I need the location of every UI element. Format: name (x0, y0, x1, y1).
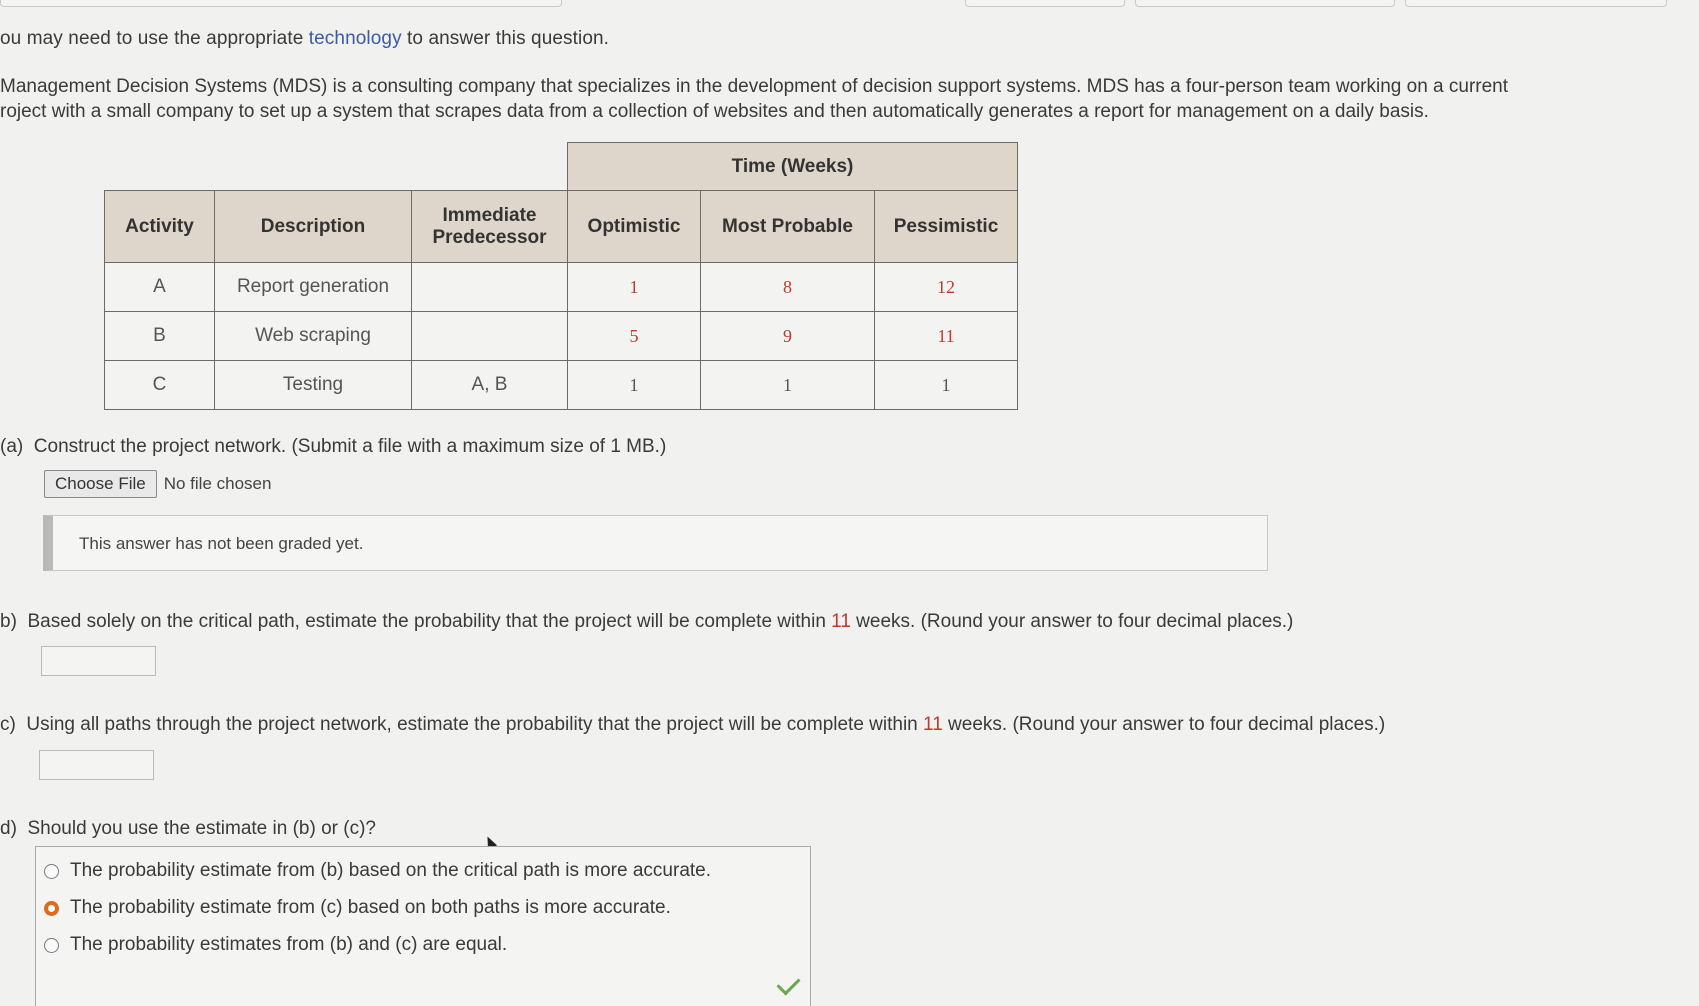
graded-notice (43, 515, 1268, 571)
top-tab (965, 0, 1125, 7)
answer-c-input[interactable] (39, 750, 154, 780)
cell-predecessor (412, 312, 568, 361)
question-d-text: Should you use the estimate in (b) or (c)? (27, 818, 376, 839)
top-tab-strip (0, 0, 1699, 10)
header-most-probable: Most Probable (701, 191, 875, 263)
correct-check-icon (776, 971, 800, 995)
cell-description: Report generation (215, 263, 412, 312)
answer-b-input[interactable] (41, 646, 156, 676)
top-tab (1405, 0, 1667, 7)
question-b-weeks: 11 (831, 611, 851, 632)
radio-button[interactable] (44, 938, 59, 953)
cell-activity: A (105, 263, 215, 312)
top-tab (1135, 0, 1395, 7)
cell-most-probable: 1 (701, 361, 875, 410)
technology-link[interactable]: technology (308, 28, 402, 49)
cell-activity: B (105, 312, 215, 361)
intro-prefix: ou may need to use the appropriate (0, 28, 309, 49)
header-pessimistic: Pessimistic (875, 191, 1018, 263)
question-b-label: b) (0, 611, 17, 632)
header-predecessor: Immediate Predecessor (412, 191, 568, 263)
question-c-label: c) (0, 714, 16, 735)
question-b-text-after: weeks. (Round your answer to four decimal places.) (850, 611, 1294, 632)
question-c-weeks: 11 (923, 714, 943, 735)
top-tab (0, 0, 562, 7)
choice-option-selected[interactable] (44, 897, 671, 919)
cell-pessimistic: 1 (875, 361, 1018, 410)
choice-label: The probability estimate from (b) based on the critical path is more accurate. (70, 860, 712, 881)
scenario-line-1: Management Decision Systems (MDS) is a consulting company that specializes in the development of decision support systems. MDS has a four-person team working on a current (0, 76, 1509, 97)
cell-optimistic: 1 (568, 263, 701, 312)
question-a (0, 436, 666, 458)
table-row (105, 263, 1018, 312)
question-c-text-after: weeks. (Round your answer to four decimal places.) (942, 714, 1386, 735)
question-a-text: Construct the project network. (Submit a file with a maximum size of 1 MB.) (33, 436, 667, 457)
radio-button-selected[interactable] (44, 901, 59, 916)
intro-suffix: to answer this question. (401, 28, 610, 49)
cell-predecessor: A, B (412, 361, 568, 410)
header-activity: Activity (105, 191, 215, 263)
radio-button[interactable] (44, 864, 59, 879)
cell-description: Testing (215, 361, 412, 410)
choice-option[interactable] (44, 934, 507, 956)
time-weeks-header: Time (Weeks) (568, 143, 1018, 191)
file-status: No file chosen (163, 474, 272, 493)
cell-most-probable: 9 (701, 312, 875, 361)
choice-label: The probability estimates from (b) and (c) are equal. (70, 934, 508, 955)
header-description: Description (215, 191, 412, 263)
question-d (0, 818, 376, 840)
cell-description: Web scraping (215, 312, 412, 361)
cell-optimistic: 5 (568, 312, 701, 361)
activity-table (104, 142, 1018, 410)
header-optimistic: Optimistic (568, 191, 701, 263)
scenario-paragraph (0, 74, 1660, 124)
choice-group (35, 846, 811, 1006)
intro-text (0, 28, 609, 50)
cell-optimistic: 1 (568, 361, 701, 410)
question-a-label: (a) (0, 436, 24, 457)
choose-file-button[interactable]: Choose File (44, 470, 157, 498)
question-c (0, 714, 1385, 736)
file-upload (44, 470, 271, 498)
cell-activity: C (105, 361, 215, 410)
question-d-label: d) (0, 818, 17, 839)
table-row (105, 361, 1018, 410)
graded-message: This answer has not been graded yet. (79, 534, 364, 553)
cell-pessimistic: 11 (875, 312, 1018, 361)
question-c-text: Using all paths through the project network, estimate the probability that the project will be complete within (26, 714, 924, 735)
cell-most-probable: 8 (701, 263, 875, 312)
table-row (105, 312, 1018, 361)
cell-predecessor (412, 263, 568, 312)
choice-label: The probability estimate from (c) based on both paths is more accurate. (70, 897, 671, 918)
question-b (0, 611, 1293, 633)
question-b-text: Based solely on the critical path, estimate the probability that the project will be complete within (27, 611, 832, 632)
scenario-line-2: roject with a small company to set up a system that scrapes data from a collection of websites and then automatically generates a report for management on a daily basis. (0, 101, 1429, 122)
table-spacer (105, 143, 568, 191)
choice-option[interactable] (44, 860, 711, 882)
cell-pessimistic: 12 (875, 263, 1018, 312)
